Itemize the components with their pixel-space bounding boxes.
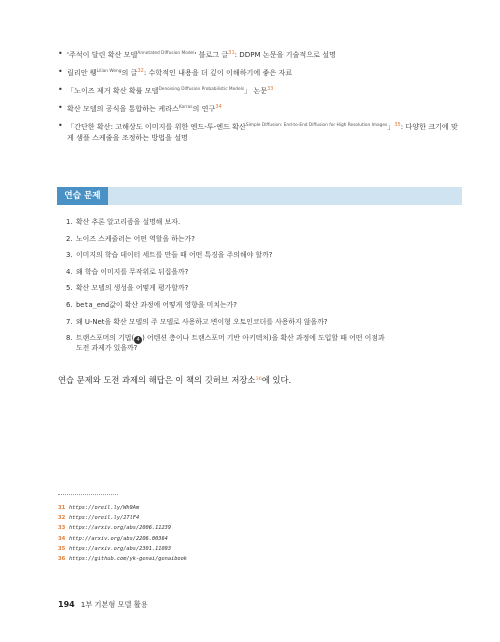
footnote-number: 31 bbox=[58, 505, 66, 511]
question-number: 5. bbox=[66, 284, 73, 293]
question-text: 이미지의 학습 데이터 세트를 만들 때 어떤 특징을 주의해야 할까? bbox=[76, 251, 273, 260]
section-title: 1부 기본형 모델 활용 bbox=[80, 600, 148, 609]
question-text: 값이 확산 과정에 어떻게 영향을 미치는가? bbox=[109, 300, 237, 309]
footnote-link[interactable]: https://oreil.ly/Wh9Am bbox=[69, 505, 140, 511]
question-number: 3. bbox=[66, 251, 73, 260]
footnote-ref[interactable]: 32 bbox=[137, 68, 144, 74]
question-number: 8. bbox=[66, 334, 73, 343]
question-item bbox=[66, 235, 466, 244]
question-number: 7. bbox=[66, 317, 73, 326]
footnote-ref[interactable]: 31 bbox=[228, 50, 235, 56]
item-text: : DDPM 논문을 기술적으로 설명 bbox=[234, 50, 336, 59]
question-item bbox=[66, 268, 466, 277]
question-item bbox=[66, 218, 466, 227]
question-text: 트랜스포머의 기법( bbox=[76, 334, 135, 343]
footnote-ref[interactable]: 34 bbox=[215, 104, 222, 110]
item-text: 의 연구 bbox=[192, 104, 216, 113]
question-text: 왜 학습 이미지를 무작위로 뒤집을까? bbox=[76, 267, 189, 276]
footnote bbox=[58, 534, 187, 544]
answer-note bbox=[58, 374, 291, 386]
footnote-link[interactable]: https://arxiv.org/abs/2006.11239 bbox=[69, 525, 172, 532]
question-text: 노이즈 스케줄러는 어떤 역할을 하는가? bbox=[76, 234, 195, 243]
footnote-number: 32 bbox=[58, 515, 66, 522]
question-item bbox=[66, 284, 466, 293]
answer-text: 에 있다. bbox=[261, 375, 292, 385]
resource-list bbox=[58, 48, 458, 149]
footnote-number: 36 bbox=[58, 556, 66, 563]
resource-item bbox=[58, 102, 458, 114]
exercise-header bbox=[57, 187, 462, 205]
question-text-continued: 도전 과제가 있을까? bbox=[76, 344, 138, 353]
question-text: ) 어텐션 층이나 트랜스포머 기반 아키텍처)을 확산 과정에 도입할 때 어떤 이점과 bbox=[142, 334, 385, 343]
footnote bbox=[58, 554, 187, 564]
answer-text: 연습 문제와 도전 과제의 해답은 이 책의 깃허브 저장소 bbox=[58, 375, 256, 385]
resource-item bbox=[58, 48, 458, 60]
item-text: 」 논문 bbox=[244, 86, 268, 95]
item-text: '주석이 달린 확산 모델 bbox=[67, 50, 138, 59]
item-text: 「간단한 확산: 고해상도 이미지를 위한 엔드-투-엔드 확산 bbox=[67, 122, 246, 131]
question-text: 왜 U-Net을 확산 모델의 주 모델로 사용하고 변이형 오토인코더를 사용하지 않을까? bbox=[76, 317, 328, 326]
resource-item bbox=[58, 84, 458, 96]
resource-item bbox=[58, 66, 458, 78]
question-item bbox=[66, 318, 466, 327]
question-list bbox=[66, 218, 466, 361]
footnote-link[interactable]: https://arxiv.org/abs/2301.11093 bbox=[69, 545, 172, 552]
footnote-ref[interactable]: 35 bbox=[394, 122, 401, 128]
item-text: 」 bbox=[387, 122, 395, 131]
english-term: Simple Diffusion: End-to-End Diffusion for High Resolution Images bbox=[245, 123, 388, 128]
english-term: Annotated Diffusion Model bbox=[137, 51, 195, 56]
question-item bbox=[66, 334, 466, 353]
footnote-divider bbox=[58, 494, 118, 495]
footnote bbox=[58, 503, 187, 513]
footnote-number: 35 bbox=[58, 545, 66, 552]
footnote bbox=[58, 513, 187, 523]
footnote-ref[interactable]: 33 bbox=[267, 86, 274, 92]
item-text: 릴리안 웽 bbox=[67, 68, 97, 77]
footnote-link[interactable]: https://github.com/yk-genai/genaibook bbox=[69, 556, 187, 563]
question-text: 확산 추론 알고리즘을 설명해 보자. bbox=[76, 218, 181, 226]
item-text: 확산 모델의 공식을 통합하는 케라스 bbox=[67, 104, 179, 113]
english-term: Denoising Diffusion Probabilistic Models bbox=[158, 87, 245, 92]
item-text: : 수학적인 내용을 더 깊이 이해하기에 좋은 자료 bbox=[143, 68, 293, 77]
footnote-link[interactable]: http://arxiv.org/abs/2206.00364 bbox=[69, 535, 168, 542]
circled-number: 4 bbox=[134, 336, 142, 344]
question-number: 1. bbox=[66, 218, 73, 226]
page-footer bbox=[58, 600, 148, 610]
footnote-number: 33 bbox=[58, 525, 66, 532]
question-item bbox=[66, 251, 466, 260]
footnote bbox=[58, 544, 187, 554]
footnote-link[interactable]: https://oreil.ly/27lF4 bbox=[69, 515, 140, 522]
item-text: : 다양한 크기에 맞게 샘플 스케줄을 조정하는 방법을 설명 bbox=[67, 122, 458, 142]
question-number: 4. bbox=[66, 267, 73, 276]
footnote-list bbox=[58, 503, 187, 564]
footnote bbox=[58, 523, 187, 533]
question-number: 6. bbox=[66, 300, 73, 309]
exercise-title: 연습 문제 bbox=[57, 187, 108, 205]
footnote-ref[interactable]: 36 bbox=[255, 376, 262, 382]
question-text: 확산 모델의 생성을 어떻게 평가할까? bbox=[76, 284, 189, 293]
item-text: 「노이즈 제거 확산 확률 모델 bbox=[67, 86, 159, 95]
question-item bbox=[66, 301, 466, 310]
english-term: Lilian Weng bbox=[96, 69, 122, 74]
english-term: Karras bbox=[178, 105, 193, 110]
resource-item bbox=[58, 120, 458, 143]
item-text: 의 글 bbox=[121, 68, 138, 77]
footnote-number: 34 bbox=[58, 535, 66, 542]
page-number: 194 bbox=[58, 600, 75, 609]
code-term: beta_end bbox=[76, 300, 110, 309]
item-text: ' 블로그 글 bbox=[194, 50, 229, 59]
question-number: 2. bbox=[66, 234, 73, 243]
